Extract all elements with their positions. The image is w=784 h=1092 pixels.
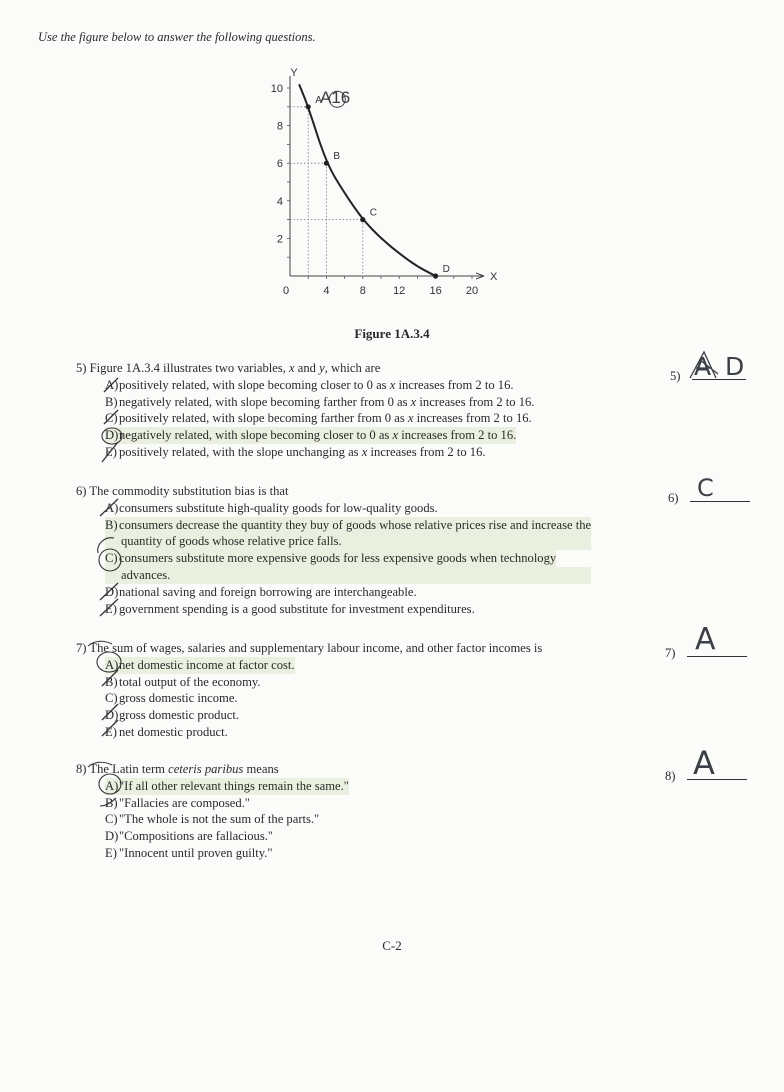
option-letter: A) (105, 657, 119, 672)
answer-option[interactable] (76, 657, 542, 674)
option-text: "The whole is not the sum of the parts." (119, 812, 320, 827)
answer-option[interactable] (76, 674, 542, 691)
option-letter: E) (105, 845, 117, 860)
option-text: consumers decrease the quantity they buy of goods whose relative prices rise and increase the (105, 517, 591, 534)
question-number: 8) (76, 762, 87, 776)
option-text: positively related, with slope becoming farther from 0 as x increases from 2 to 16. (119, 411, 532, 426)
point-a (306, 104, 311, 109)
option-letter: D) (105, 584, 119, 599)
answer-option[interactable] (76, 828, 349, 845)
answer-option[interactable] (76, 427, 534, 444)
question-text: The commodity substitution bias is that (89, 484, 289, 498)
answer-option[interactable] (76, 778, 349, 795)
option-text: national saving and foreign borrowing are interchangeable. (119, 584, 417, 599)
option-letter: C) (105, 551, 118, 566)
option-letter: D) (105, 428, 119, 443)
point-d (433, 273, 438, 278)
x-tick-label: 12 (393, 285, 406, 297)
option-text-continued: quantity of goods whose relative price falls. (105, 533, 591, 550)
answer-number: 6) (668, 491, 679, 505)
x-tick-label: 20 (465, 285, 479, 297)
y-tick-label: 6 (276, 158, 283, 171)
option-text: gross domestic product. (119, 708, 239, 723)
question-number: 5) (76, 361, 87, 375)
option-text: "If all other relevant things remain the same." (105, 778, 349, 795)
point-b (324, 161, 329, 166)
question-number: 6) (76, 484, 87, 498)
option-text: "Innocent until proven guilty." (119, 845, 273, 860)
x-tick-label: 0 (282, 285, 290, 297)
question-text: The Latin term ceteris paribus means (89, 762, 279, 776)
y-tick-label: 4 (276, 195, 283, 208)
question-stem (76, 483, 591, 500)
y-tick-label: 10 (270, 83, 283, 95)
answer-option[interactable] (76, 410, 534, 427)
option-letter: B) (105, 517, 118, 532)
answer-option[interactable] (76, 550, 591, 584)
answer-number: 5) (670, 369, 681, 383)
option-letter: B) (105, 674, 118, 689)
answer-option[interactable] (76, 845, 349, 862)
option-text: positively related, with the slope unchanging as x increases from 2 to 16. (119, 444, 486, 459)
answer-option[interactable] (76, 500, 591, 517)
handwritten-answer-5: A D (694, 352, 748, 381)
y-axis-label: Y (290, 67, 298, 79)
answer-option[interactable] (76, 444, 534, 461)
question-stem (76, 761, 349, 778)
option-text: negatively related, with slope becoming farther from 0 as x increases from 2 to 16. (119, 394, 535, 409)
question-stem (76, 360, 534, 377)
option-text: net domestic product. (119, 724, 228, 739)
figure-chart (262, 62, 522, 302)
answer-option[interactable] (76, 517, 591, 551)
point-label: B (333, 151, 341, 163)
question-8 (76, 761, 349, 862)
answer-number: 8) (665, 769, 676, 783)
option-text: consumers substitute more expensive goods for less expensive goods when technology (105, 550, 556, 567)
answer-option[interactable] (76, 724, 542, 741)
option-text: "Fallacies are composed." (119, 795, 250, 810)
option-letter: D) (105, 829, 119, 844)
option-letter: C) (105, 812, 118, 827)
question-6 (76, 483, 591, 617)
question-text: The sum of wages, salaries and supplementary labour income, and other factor incomes is (89, 641, 543, 655)
option-letter: C) (105, 691, 118, 706)
question-7 (76, 640, 542, 741)
answer-number: 7) (665, 646, 676, 660)
point-label: C (369, 207, 378, 219)
option-text: negatively related, with slope becoming closer to 0 as x increases from 2 to 16. (105, 427, 516, 444)
option-letter: B) (105, 394, 118, 409)
handwritten-answer-7: A (695, 622, 716, 657)
demand-curve (299, 84, 436, 276)
option-letter: E) (105, 601, 117, 616)
option-letter: D) (105, 708, 119, 723)
option-text: positively related, with slope becoming closer to 0 as x increases from 2 to 16. (119, 377, 514, 392)
x-axis-label: X (490, 271, 498, 283)
x-tick-label: 8 (359, 285, 366, 297)
y-tick-label: 8 (276, 120, 283, 133)
option-text: government spending is a good substitute for investment expenditures. (119, 601, 475, 616)
point-label: A (315, 94, 322, 106)
handwritten-note: A16 (320, 88, 351, 108)
point-label: D (442, 264, 450, 275)
option-text: total output of the economy. (119, 674, 261, 689)
x-tick-label: 16 (429, 285, 442, 297)
question-5 (76, 360, 534, 461)
option-letter: E) (105, 444, 117, 459)
handwritten-answer-6: C (697, 474, 714, 502)
option-letter: B) (105, 795, 118, 810)
answer-option[interactable] (76, 795, 349, 812)
answer-option[interactable] (76, 584, 591, 601)
answer-option[interactable] (76, 707, 542, 724)
x-tick-label: 4 (323, 285, 330, 297)
option-text: "Compositions are fallacious." (119, 829, 274, 844)
answer-option[interactable] (76, 377, 534, 394)
answer-option[interactable] (76, 690, 542, 707)
option-letter: A) (105, 500, 119, 515)
point-c (360, 217, 365, 222)
answer-option[interactable] (76, 811, 349, 828)
answer-option[interactable] (76, 601, 591, 618)
figure-caption: Figure 1A.3.4 (354, 326, 430, 341)
option-text: net domestic income at factor cost. (105, 657, 295, 674)
option-text-continued: advances. (105, 567, 591, 584)
question-stem (76, 640, 542, 657)
option-letter: C) (105, 411, 118, 426)
page-footer: C-2 (382, 938, 402, 953)
answer-option[interactable] (76, 394, 534, 411)
option-letter: E) (105, 724, 117, 739)
option-letter: A) (105, 377, 119, 392)
option-text: gross domestic income. (119, 691, 238, 706)
handwritten-answer-8: A (693, 744, 715, 782)
y-tick-label: 2 (276, 233, 283, 246)
instructions: Use the figure below to answer the following questions. (38, 30, 316, 44)
option-letter: A) (105, 778, 119, 793)
question-text: Figure 1A.3.4 illustrates two variables, x and y, which are (89, 361, 381, 375)
question-number: 7) (76, 641, 87, 655)
option-text: consumers substitute high-quality goods for low-quality goods. (119, 500, 438, 515)
